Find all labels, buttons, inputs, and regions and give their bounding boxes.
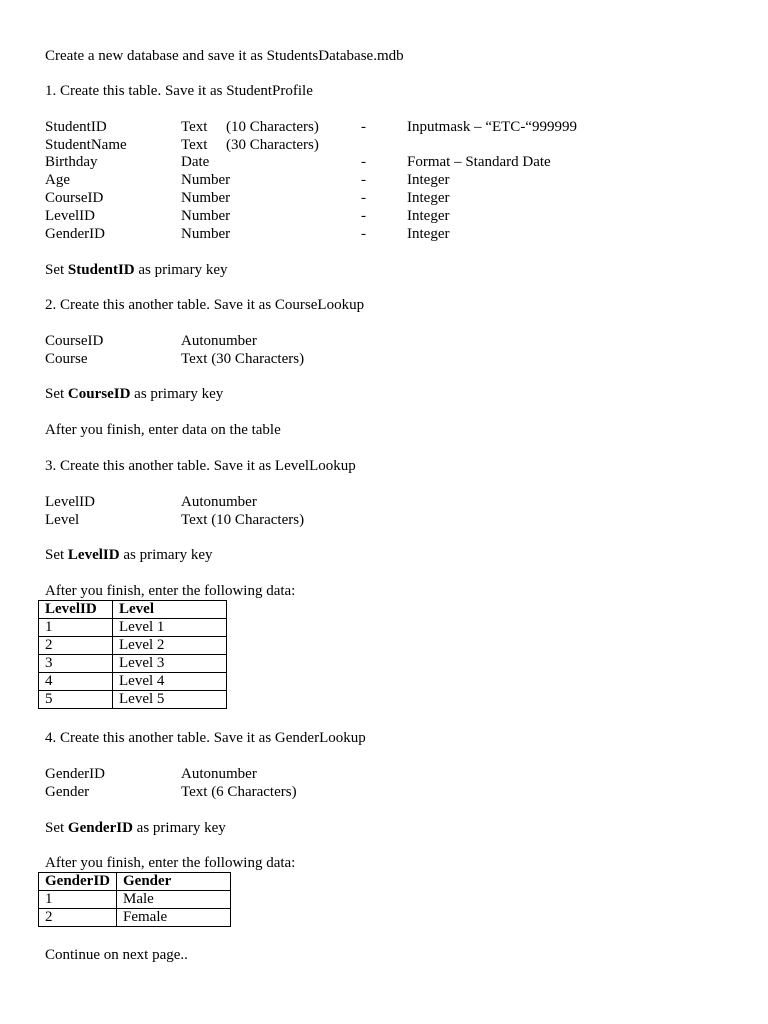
field-name: GenderID	[45, 226, 105, 242]
field-type: Autonumber	[181, 494, 257, 510]
field-dash: -	[361, 119, 366, 135]
primary-key-name: GenderID	[67, 820, 133, 836]
table-row	[39, 637, 227, 655]
table-cell: Level 2	[113, 637, 227, 655]
field-row	[0, 783, 768, 801]
field-row	[0, 765, 768, 783]
field-type: Text	[181, 137, 208, 153]
field-name: CourseID	[45, 190, 104, 206]
field-property: Integer	[407, 190, 450, 206]
level-data-table	[38, 600, 227, 709]
field-type: Text (10 Characters)	[181, 512, 305, 528]
table-cell: Level 3	[113, 655, 227, 673]
field-dash: -	[361, 208, 366, 224]
field-type: Number	[181, 226, 231, 242]
field-property: Format – Standard Date	[407, 154, 551, 170]
table-header-row	[39, 601, 227, 619]
section1-primary-key: Set StudentID as primary key	[45, 262, 228, 278]
field-type: Autonumber	[181, 766, 257, 782]
field-row	[0, 225, 768, 243]
field-name: StudentName	[45, 137, 127, 153]
field-name: StudentID	[45, 119, 107, 135]
field-type: Number	[181, 172, 231, 188]
section3-primary-key: Set LevelID as primary key	[45, 547, 213, 563]
field-type: Autonumber	[181, 333, 257, 349]
field-dash: -	[361, 172, 366, 188]
field-name: GenderID	[45, 766, 105, 782]
table-cell: 2	[39, 637, 113, 655]
field-size: (10 Characters)	[226, 119, 319, 135]
section4-after-text: After you finish, enter the following data:	[45, 855, 296, 871]
field-name: Course	[45, 351, 88, 367]
primary-key-name: CourseID	[67, 386, 131, 402]
field-row	[0, 153, 768, 171]
field-type: Number	[181, 190, 231, 206]
field-name: Birthday	[45, 154, 98, 170]
table-cell: Level 5	[113, 691, 227, 709]
field-dash: -	[361, 190, 366, 206]
field-name: LevelID	[45, 494, 95, 510]
intro-text: Create a new database and save it as StudentsDatabase.mdb	[45, 48, 404, 64]
section4-heading: 4. Create this another table. Save it as GenderLookup	[45, 730, 366, 746]
field-type: Text	[181, 119, 208, 135]
table-cell: 1	[39, 891, 117, 909]
field-dash: -	[361, 226, 366, 242]
field-row	[0, 493, 768, 511]
section2-after-text: After you finish, enter data on the table	[45, 422, 281, 438]
field-size: (30 Characters)	[226, 137, 319, 153]
column-header: LevelID	[39, 601, 113, 619]
field-type: Text (6 Characters)	[181, 784, 297, 800]
primary-key-name: StudentID	[67, 262, 135, 278]
table-row	[39, 619, 227, 637]
table-row	[39, 673, 227, 691]
field-type: Date	[181, 154, 210, 170]
field-row	[0, 171, 768, 189]
column-header: Level	[113, 601, 227, 619]
field-row	[0, 189, 768, 207]
field-row	[0, 332, 768, 350]
table-cell: 3	[39, 655, 113, 673]
field-dash: -	[361, 154, 366, 170]
section1-heading: 1. Create this table. Save it as StudentProfile	[45, 83, 313, 99]
section4-primary-key: Set GenderID as primary key	[45, 820, 226, 836]
table-cell: Level 1	[113, 619, 227, 637]
field-property: Integer	[407, 208, 450, 224]
field-row	[0, 207, 768, 225]
table-header-row	[39, 873, 231, 891]
field-row	[0, 136, 768, 154]
field-row	[0, 511, 768, 529]
field-name: CourseID	[45, 333, 104, 349]
table-cell: 1	[39, 619, 113, 637]
field-row	[0, 350, 768, 368]
section3-after-text: After you finish, enter the following data:	[45, 583, 296, 599]
table-row	[39, 891, 231, 909]
table-cell: 5	[39, 691, 113, 709]
column-header: GenderID	[39, 873, 117, 891]
field-name: Age	[45, 172, 70, 188]
table-row	[39, 909, 231, 927]
table-row	[39, 655, 227, 673]
table-cell: Level 4	[113, 673, 227, 691]
field-name: Gender	[45, 784, 90, 800]
primary-key-name: LevelID	[67, 547, 120, 563]
field-name: LevelID	[45, 208, 95, 224]
table-cell: Male	[117, 891, 231, 909]
footer-text: Continue on next page..	[45, 947, 188, 963]
field-property: Inputmask – “ETC-“999999	[407, 119, 577, 135]
field-property: Integer	[407, 172, 450, 188]
section2-primary-key: Set CourseID as primary key	[45, 386, 224, 402]
field-type: Text (30 Characters)	[181, 351, 305, 367]
field-type: Number	[181, 208, 231, 224]
section2-heading: 2. Create this another table. Save it as CourseLookup	[45, 297, 365, 313]
table-cell: Female	[117, 909, 231, 927]
table-cell: 4	[39, 673, 113, 691]
column-header: Gender	[117, 873, 231, 891]
table-row	[39, 691, 227, 709]
field-row	[0, 118, 768, 136]
field-property: Integer	[407, 226, 450, 242]
table-cell: 2	[39, 909, 117, 927]
gender-data-table	[38, 872, 231, 927]
section3-heading: 3. Create this another table. Save it as LevelLookup	[45, 458, 356, 474]
field-name: Level	[45, 512, 80, 528]
